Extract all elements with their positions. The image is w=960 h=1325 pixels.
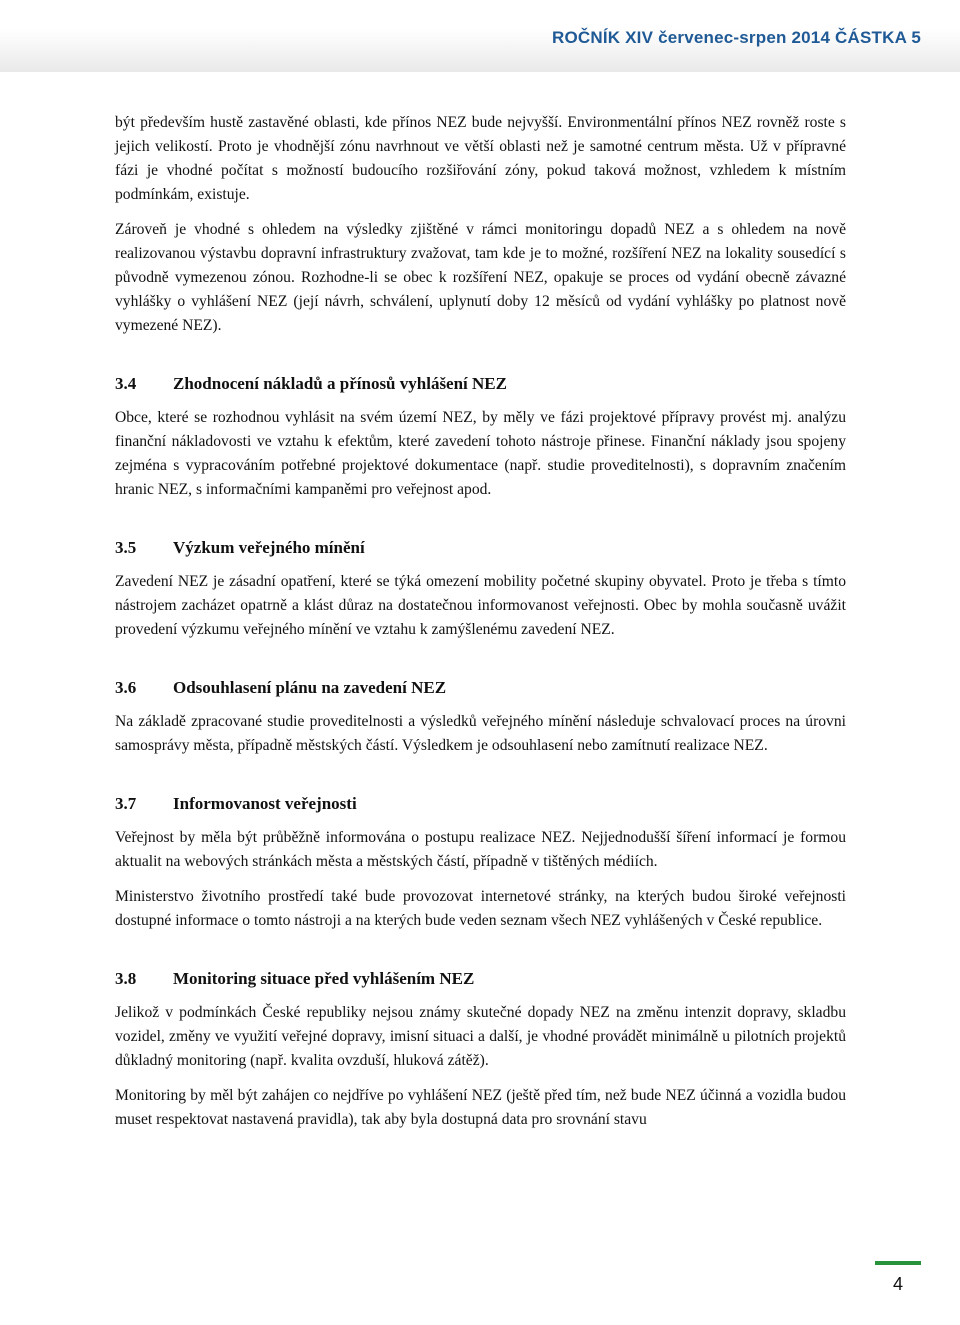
section-heading <box>115 792 846 816</box>
section-number: 3.6 <box>115 678 137 697</box>
section-title: Monitoring situace před vyhlášením NEZ <box>173 969 475 988</box>
section-title: Výzkum veřejného mínění <box>173 538 365 557</box>
section-title: Zhodnocení nákladů a přínosů vyhlášení NEZ <box>173 374 507 393</box>
section-paragraph: Ministerstvo životního prostředí také bude provozovat internetové stránky, na kterých budou široké veřejnosti dostupné informace o tomto nástroji a na kterých bude veden seznam všech NEZ vyhlášených v České republice. <box>115 888 846 929</box>
section-3-5 <box>115 536 846 642</box>
page-header <box>0 0 960 72</box>
section-3-4 <box>115 372 846 502</box>
section-heading <box>115 372 846 396</box>
section-title: Odsouhlasení plánu na zavedení NEZ <box>173 678 447 697</box>
section-paragraph: Zavedení NEZ je zásadní opatření, které se týká omezení mobility početné skupiny obyvatel. Proto je třeba s tímto nástrojem zacházet opatrně a klást důraz na dostatečnou informovanost veřejnosti. Obec by mohla současně uvážit provedení výzkumu veřejného mínění ve vztahu k zamýšlenému zavedení NEZ. <box>115 573 846 638</box>
section-number: 3.4 <box>115 374 137 393</box>
section-paragraph: Monitoring by měl být zahájen co nejdříve po vyhlášení NEZ (ještě před tím, než bude NEZ účinná a vozidla budou muset respektovat nastavená pravidla), tak aby byla dostupná data pro srovnání stavu <box>115 1087 846 1128</box>
section-heading <box>115 676 846 700</box>
section-number: 3.5 <box>115 538 137 557</box>
section-paragraph: Jelikož v podmínkách České republiky nejsou známy skutečné dopady NEZ na změnu intenzit dopravy, skladbu vozidel, změny ve využití veřejné dopravy, imisní situaci a další, je vhodné provádět minimálně u pilotních projektů důkladný monitoring (např. kvalita ovzduší, hluková zátěž). <box>115 1004 846 1069</box>
section-paragraph: Obce, které se rozhodnou vyhlásit na svém území NEZ, by měly ve fázi projektové přípravy provést mj. analýzu finanční nákladovosti ve vztahu k efektům, které zavedení tohoto nástroje přinese. Finanční náklady jsou spojeny zejména s vypracováním potřebné projektové dokumentace (např. studie proveditelnosti), s dopravním značením hranic NEZ, s informačními kampaněmi pro veřejnost apod. <box>115 409 846 498</box>
page-number: 4 <box>875 1261 921 1303</box>
section-3-6 <box>115 676 846 758</box>
intro-paragraph-2: Zároveň je vhodné s ohledem na výsledky zjištěné v rámci monitoringu dopadů NEZ a s ohledem na nově realizovanou výstavbu dopravní infrastruktury zvažovat, tam kde je to možné, rozšíření NEZ na lokality sousedící s původně vymezenou zónou. Rozhodne-li se obec k rozšíření NEZ, opakuje se proces od vydání obecně závazné vyhlášky o vyhlášení NEZ (její návrh, schválení, uplynutí doby 12 měsíců od vydání vyhlášky po platnost nově vymezené NEZ). <box>115 221 846 334</box>
section-heading <box>115 536 846 560</box>
section-number: 3.7 <box>115 794 137 813</box>
section-number: 3.8 <box>115 969 137 988</box>
section-heading <box>115 967 846 991</box>
intro-paragraph-1: být především hustě zastavěné oblasti, kde přínos NEZ bude nejvyšší. Environmentální přínos NEZ rovněž roste s jejich velikostí. Proto je vhodnější zónu navrhnout ve větší oblasti než je samotné centrum města. Už v přípravné fázi je vhodné počítat s možností budoucího rozšiřování zóny, pokud taková možnost, vzhledem k místním podmínkám, existuje. <box>115 114 846 203</box>
document-body <box>115 111 846 1143</box>
section-paragraph: Na základě zpracované studie proveditelnosti a výsledků veřejného mínění následuje schvalovací proces na úrovni samosprávy města, případně městských částí. Výsledkem je odsouhlasení nebo zamítnutí realizace NEZ. <box>115 713 846 754</box>
section-title: Informovanost veřejnosti <box>173 794 357 813</box>
section-3-7 <box>115 792 846 933</box>
section-3-8 <box>115 967 846 1132</box>
running-title: ROČNÍK XIV červenec-srpen 2014 ČÁSTKA 5 <box>551 28 921 47</box>
section-paragraph: Veřejnost by měla být průběžně informována o postupu realizace NEZ. Nejjednodušší šíření informací je formou aktualit na webových stránkách města a městských částí, případně v tištěných médiích. <box>115 829 846 870</box>
